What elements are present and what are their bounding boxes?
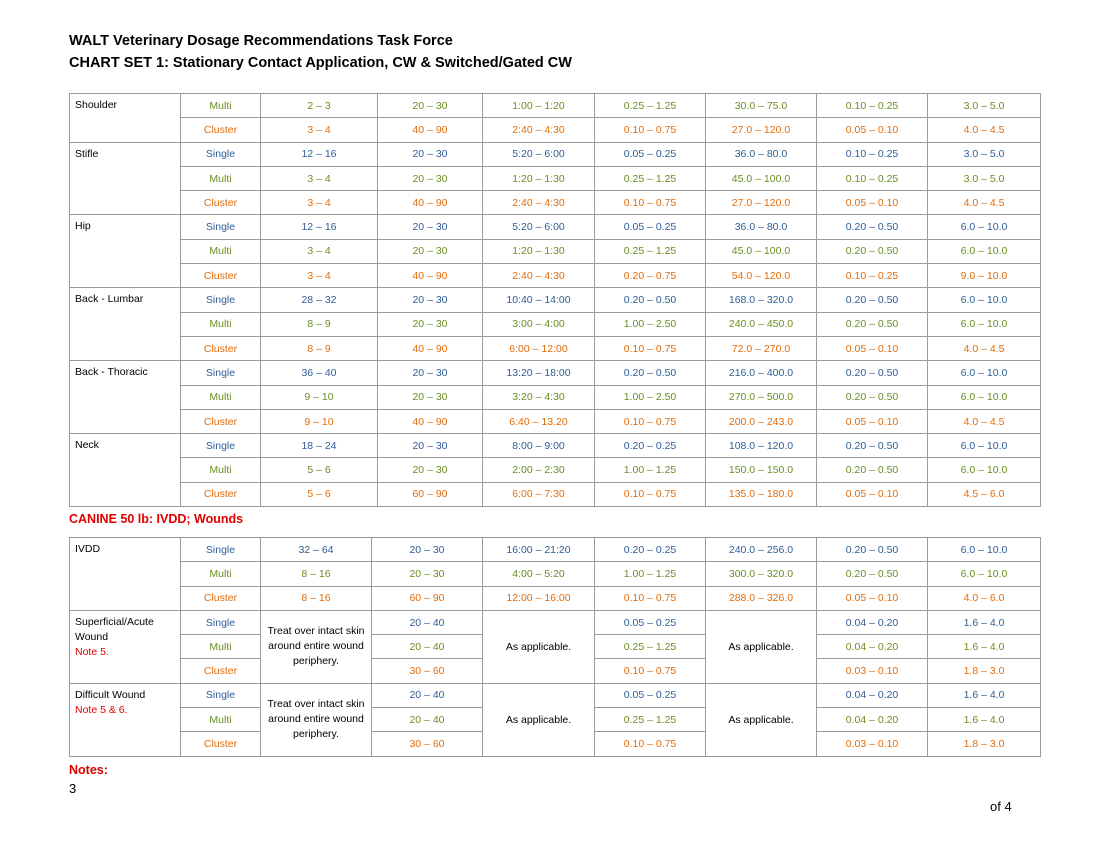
probe-type-cell: Single (181, 215, 261, 239)
value-cell: 2 – 3 (261, 94, 378, 118)
value-cell: 20 – 40 (372, 635, 483, 659)
probe-type-cell: Cluster (181, 118, 261, 142)
notes-label: Notes: (69, 763, 108, 777)
value-cell: 3 – 4 (261, 118, 378, 142)
value-cell: 13:20 – 18:00 (483, 361, 595, 385)
table-row (70, 409, 1041, 433)
value-cell: 0.10 – 0.75 (595, 482, 706, 506)
value-cell: 1.00 – 1.25 (595, 458, 706, 482)
value-cell: 1.00 – 1.25 (595, 562, 706, 586)
probe-type-cell: Multi (181, 708, 261, 732)
value-cell: 3 – 4 (261, 239, 378, 263)
value-cell: 0.03 – 0.10 (817, 732, 928, 756)
table-row (70, 264, 1041, 288)
value-cell: 0.20 – 0.50 (817, 562, 928, 586)
value-cell: 0.20 – 0.50 (817, 288, 928, 312)
value-cell: 12 – 16 (261, 142, 378, 166)
value-cell: 1:20 – 1:30 (483, 239, 595, 263)
value-cell: 6.0 – 10.0 (928, 361, 1041, 385)
value-cell: 20 – 30 (378, 94, 483, 118)
body-area-cell: Hip (70, 215, 181, 288)
probe-type-cell: Multi (181, 312, 261, 336)
table-row (70, 562, 1041, 586)
treatment-instruction: Treat over intact skin around entire wound periphery. (261, 683, 372, 756)
table-row (70, 361, 1041, 385)
probe-type-cell: Multi (181, 562, 261, 586)
value-cell: 168.0 – 320.0 (706, 288, 817, 312)
body-area-cell: Neck (70, 434, 181, 507)
section-title: CANINE 50 lb: IVDD; Wounds (69, 512, 244, 526)
value-cell: 0.20 – 0.50 (595, 361, 706, 385)
body-area-cell (70, 683, 181, 756)
value-cell: 20 – 40 (372, 708, 483, 732)
value-cell: 5 – 6 (261, 458, 378, 482)
body-area-cell: Shoulder (70, 94, 181, 143)
value-cell: 0.05 – 0.25 (595, 610, 706, 634)
value-cell: 20 – 30 (378, 166, 483, 190)
value-cell: 0.20 – 0.50 (817, 458, 928, 482)
value-cell: 8:00 – 9:00 (483, 434, 595, 458)
value-cell: 20 – 30 (378, 458, 483, 482)
value-cell: 0.10 – 0.75 (595, 336, 706, 360)
page-count: of 4 (990, 799, 1012, 814)
table-row (70, 482, 1041, 506)
document-title: WALT Veterinary Dosage Recommendations Task Force (69, 33, 453, 49)
value-cell: 6.0 – 10.0 (928, 562, 1041, 586)
value-cell: 0.20 – 0.25 (595, 434, 706, 458)
value-cell: 0.10 – 0.25 (817, 264, 928, 288)
value-cell: 1.6 – 4.0 (928, 635, 1041, 659)
value-cell: 1:00 – 1:20 (483, 94, 595, 118)
probe-type-cell: Cluster (181, 659, 261, 683)
value-cell: 20 – 40 (372, 610, 483, 634)
body-area-cell: Back - Lumbar (70, 288, 181, 361)
value-cell: 0.20 – 0.50 (817, 215, 928, 239)
value-cell: 0.05 – 0.10 (817, 482, 928, 506)
area-label-line2: Wound (75, 630, 109, 643)
value-cell: 0.05 – 0.10 (817, 586, 928, 610)
table-row (70, 683, 1041, 707)
value-cell: 0.10 – 0.75 (595, 118, 706, 142)
probe-type-cell: Single (181, 142, 261, 166)
value-cell: 0.25 – 1.25 (595, 708, 706, 732)
value-cell: 2:40 – 4:30 (483, 191, 595, 215)
probe-type-cell: Cluster (181, 409, 261, 433)
value-cell: 0.04 – 0.20 (817, 610, 928, 634)
value-cell: 240.0 – 450.0 (706, 312, 817, 336)
value-cell: 3:00 – 4:00 (483, 312, 595, 336)
table-row (70, 610, 1041, 634)
value-cell: 20 – 30 (378, 361, 483, 385)
value-cell: 4.0 – 4.5 (928, 409, 1041, 433)
value-cell: 0.20 – 0.50 (817, 312, 928, 336)
table-row (70, 288, 1041, 312)
value-cell: 40 – 90 (378, 118, 483, 142)
value-cell: 45.0 – 100.0 (706, 166, 817, 190)
table-row (70, 191, 1041, 215)
table-row (70, 239, 1041, 263)
body-area-cell: IVDD (70, 538, 181, 611)
value-cell: 6.0 – 10.0 (928, 239, 1041, 263)
value-cell: 3.0 – 5.0 (928, 166, 1041, 190)
value-cell: 27.0 – 120.0 (706, 118, 817, 142)
value-cell: 20 – 30 (378, 312, 483, 336)
value-cell: 20 – 30 (378, 434, 483, 458)
value-cell: 135.0 – 180.0 (706, 482, 817, 506)
value-cell: 6.0 – 10.0 (928, 458, 1041, 482)
note-reference: Note 5. (75, 645, 109, 658)
probe-type-cell: Multi (181, 635, 261, 659)
value-cell: 1.8 – 3.0 (928, 732, 1041, 756)
area-label: Difficult Wound (75, 688, 146, 701)
value-cell: 300.0 – 320.0 (706, 562, 817, 586)
value-cell: 3.0 – 5.0 (928, 94, 1041, 118)
value-cell: 1.6 – 4.0 (928, 683, 1041, 707)
value-cell: 0.05 – 0.10 (817, 118, 928, 142)
value-cell: 20 – 30 (378, 385, 483, 409)
value-cell: 0.05 – 0.25 (595, 683, 706, 707)
value-cell: 20 – 30 (378, 215, 483, 239)
value-cell: 72.0 – 270.0 (706, 336, 817, 360)
value-cell: 4.0 – 4.5 (928, 191, 1041, 215)
table-row (70, 458, 1041, 482)
value-cell: 0.04 – 0.20 (817, 708, 928, 732)
value-cell: 3 – 4 (261, 191, 378, 215)
as-applicable-cell: As applicable. (483, 683, 595, 756)
value-cell: 8 – 16 (261, 562, 372, 586)
value-cell: 6:40 – 13.20 (483, 409, 595, 433)
value-cell: 20 – 30 (372, 538, 483, 562)
value-cell: 6.0 – 10.0 (928, 312, 1041, 336)
value-cell: 288.0 – 326.0 (706, 586, 817, 610)
value-cell: 0.25 – 1.25 (595, 94, 706, 118)
body-area-cell (70, 610, 181, 683)
probe-type-cell: Single (181, 434, 261, 458)
table-row (70, 385, 1041, 409)
value-cell: 60 – 90 (378, 482, 483, 506)
value-cell: 0.05 – 0.25 (595, 142, 706, 166)
treatment-instruction: Treat over intact skin around entire wound periphery. (261, 610, 372, 683)
value-cell: 0.20 – 0.50 (817, 361, 928, 385)
value-cell: 4.0 – 4.5 (928, 336, 1041, 360)
value-cell: 20 – 30 (372, 562, 483, 586)
value-cell: 108.0 – 120.0 (706, 434, 817, 458)
probe-type-cell: Multi (181, 458, 261, 482)
probe-type-cell: Single (181, 538, 261, 562)
table-row (70, 336, 1041, 360)
value-cell: 12 – 16 (261, 215, 378, 239)
value-cell: 0.04 – 0.20 (817, 683, 928, 707)
value-cell: 6.0 – 10.0 (928, 215, 1041, 239)
table-row (70, 312, 1041, 336)
value-cell: 240.0 – 256.0 (706, 538, 817, 562)
value-cell: 0.03 – 0.10 (817, 659, 928, 683)
value-cell: 20 – 30 (378, 239, 483, 263)
value-cell: 6.0 – 10.0 (928, 385, 1041, 409)
value-cell: 0.10 – 0.25 (817, 142, 928, 166)
probe-type-cell: Cluster (181, 586, 261, 610)
value-cell: 216.0 – 400.0 (706, 361, 817, 385)
value-cell: 36 – 40 (261, 361, 378, 385)
value-cell: 30 – 60 (372, 659, 483, 683)
as-applicable-cell: As applicable. (706, 683, 817, 756)
value-cell: 18 – 24 (261, 434, 378, 458)
probe-type-cell: Single (181, 610, 261, 634)
value-cell: 36.0 – 80.0 (706, 215, 817, 239)
value-cell: 3 – 4 (261, 166, 378, 190)
value-cell: 12:00 – 16:00 (483, 586, 595, 610)
area-label: Superficial/Acute (75, 615, 154, 628)
value-cell: 8 – 9 (261, 312, 378, 336)
value-cell: 45.0 – 100.0 (706, 239, 817, 263)
value-cell: 1.00 – 2.50 (595, 312, 706, 336)
value-cell: 0.05 – 0.10 (817, 409, 928, 433)
value-cell: 5:20 – 6:00 (483, 142, 595, 166)
as-applicable-cell: As applicable. (706, 610, 817, 683)
page-number: 3 (69, 781, 77, 796)
table-row (70, 586, 1041, 610)
value-cell: 4.0 – 6.0 (928, 586, 1041, 610)
probe-type-cell: Single (181, 683, 261, 707)
value-cell: 0.10 – 0.75 (595, 732, 706, 756)
probe-type-cell: Single (181, 288, 261, 312)
table-row (70, 118, 1041, 142)
value-cell: 20 – 40 (372, 683, 483, 707)
value-cell: 40 – 90 (378, 264, 483, 288)
probe-type-cell: Multi (181, 166, 261, 190)
value-cell: 36.0 – 80.0 (706, 142, 817, 166)
value-cell: 4:00 – 5:20 (483, 562, 595, 586)
value-cell: 1.00 – 2.50 (595, 385, 706, 409)
probe-type-cell: Cluster (181, 336, 261, 360)
value-cell: 0.20 – 0.50 (817, 239, 928, 263)
value-cell: 40 – 90 (378, 191, 483, 215)
value-cell: 6.0 – 10.0 (928, 434, 1041, 458)
value-cell: 0.10 – 0.75 (595, 191, 706, 215)
as-applicable-cell: As applicable. (483, 610, 595, 683)
probe-type-cell: Cluster (181, 482, 261, 506)
value-cell: 1.6 – 4.0 (928, 610, 1041, 634)
value-cell: 2:40 – 4:30 (483, 118, 595, 142)
dosage-table-1 (69, 93, 1041, 507)
value-cell: 0.10 – 0.25 (817, 94, 928, 118)
value-cell: 6.0 – 10.0 (928, 538, 1041, 562)
value-cell: 2:00 – 2:30 (483, 458, 595, 482)
value-cell: 9 – 10 (261, 385, 378, 409)
probe-type-cell: Cluster (181, 732, 261, 756)
value-cell: 28 – 32 (261, 288, 378, 312)
value-cell: 8 – 9 (261, 336, 378, 360)
table-row (70, 94, 1041, 118)
probe-type-cell: Cluster (181, 264, 261, 288)
table-row (70, 166, 1041, 190)
value-cell: 8 – 16 (261, 586, 372, 610)
value-cell: 9.0 – 10.0 (928, 264, 1041, 288)
value-cell: 60 – 90 (372, 586, 483, 610)
value-cell: 10:40 – 14:00 (483, 288, 595, 312)
value-cell: 20 – 30 (378, 142, 483, 166)
value-cell: 1:20 – 1:30 (483, 166, 595, 190)
value-cell: 0.05 – 0.25 (595, 215, 706, 239)
value-cell: 2:40 – 4:30 (483, 264, 595, 288)
value-cell: 0.05 – 0.10 (817, 336, 928, 360)
value-cell: 4.0 – 4.5 (928, 118, 1041, 142)
value-cell: 30 – 60 (372, 732, 483, 756)
value-cell: 3:20 – 4:30 (483, 385, 595, 409)
value-cell: 0.20 – 0.50 (817, 385, 928, 409)
value-cell: 6:00 – 12:00 (483, 336, 595, 360)
value-cell: 30.0 – 75.0 (706, 94, 817, 118)
value-cell: 0.04 – 0.20 (817, 635, 928, 659)
value-cell: 20 – 30 (378, 288, 483, 312)
value-cell: 6.0 – 10.0 (928, 288, 1041, 312)
body-area-cell: Back - Thoracic (70, 361, 181, 434)
value-cell: 0.20 – 0.50 (817, 538, 928, 562)
value-cell: 270.0 – 500.0 (706, 385, 817, 409)
value-cell: 0.20 – 0.25 (595, 538, 706, 562)
probe-type-cell: Multi (181, 385, 261, 409)
value-cell: 150.0 – 150.0 (706, 458, 817, 482)
value-cell: 0.10 – 0.75 (595, 409, 706, 433)
value-cell: 9 – 10 (261, 409, 378, 433)
value-cell: 1.6 – 4.0 (928, 708, 1041, 732)
value-cell: 0.20 – 0.75 (595, 264, 706, 288)
value-cell: 27.0 – 120.0 (706, 191, 817, 215)
value-cell: 200.0 – 243.0 (706, 409, 817, 433)
probe-type-cell: Multi (181, 239, 261, 263)
value-cell: 40 – 90 (378, 409, 483, 433)
table-row (70, 215, 1041, 239)
value-cell: 3.0 – 5.0 (928, 142, 1041, 166)
body-area-cell: Stifle (70, 142, 181, 215)
dosage-table-2 (69, 537, 1041, 757)
value-cell: 0.20 – 0.50 (595, 288, 706, 312)
value-cell: 32 – 64 (261, 538, 372, 562)
value-cell: 6:00 – 7:30 (483, 482, 595, 506)
note-reference: Note 5 & 6. (75, 703, 128, 716)
value-cell: 0.10 – 0.75 (595, 659, 706, 683)
value-cell: 0.25 – 1.25 (595, 635, 706, 659)
chart-set-title: CHART SET 1: Stationary Contact Application, CW & Switched/Gated CW (69, 55, 572, 71)
value-cell: 0.05 – 0.10 (817, 191, 928, 215)
probe-type-cell: Multi (181, 94, 261, 118)
value-cell: 0.25 – 1.25 (595, 166, 706, 190)
table-row (70, 142, 1041, 166)
value-cell: 3 – 4 (261, 264, 378, 288)
table-row (70, 434, 1041, 458)
value-cell: 0.10 – 0.25 (817, 166, 928, 190)
value-cell: 54.0 – 120.0 (706, 264, 817, 288)
value-cell: 16:00 – 21:20 (483, 538, 595, 562)
table-row (70, 538, 1041, 562)
value-cell: 40 – 90 (378, 336, 483, 360)
probe-type-cell: Single (181, 361, 261, 385)
value-cell: 4.5 – 6.0 (928, 482, 1041, 506)
probe-type-cell: Cluster (181, 191, 261, 215)
value-cell: 5 – 6 (261, 482, 378, 506)
value-cell: 0.10 – 0.75 (595, 586, 706, 610)
value-cell: 0.20 – 0.50 (817, 434, 928, 458)
value-cell: 1.8 – 3.0 (928, 659, 1041, 683)
value-cell: 0.25 – 1.25 (595, 239, 706, 263)
value-cell: 5:20 – 6:00 (483, 215, 595, 239)
